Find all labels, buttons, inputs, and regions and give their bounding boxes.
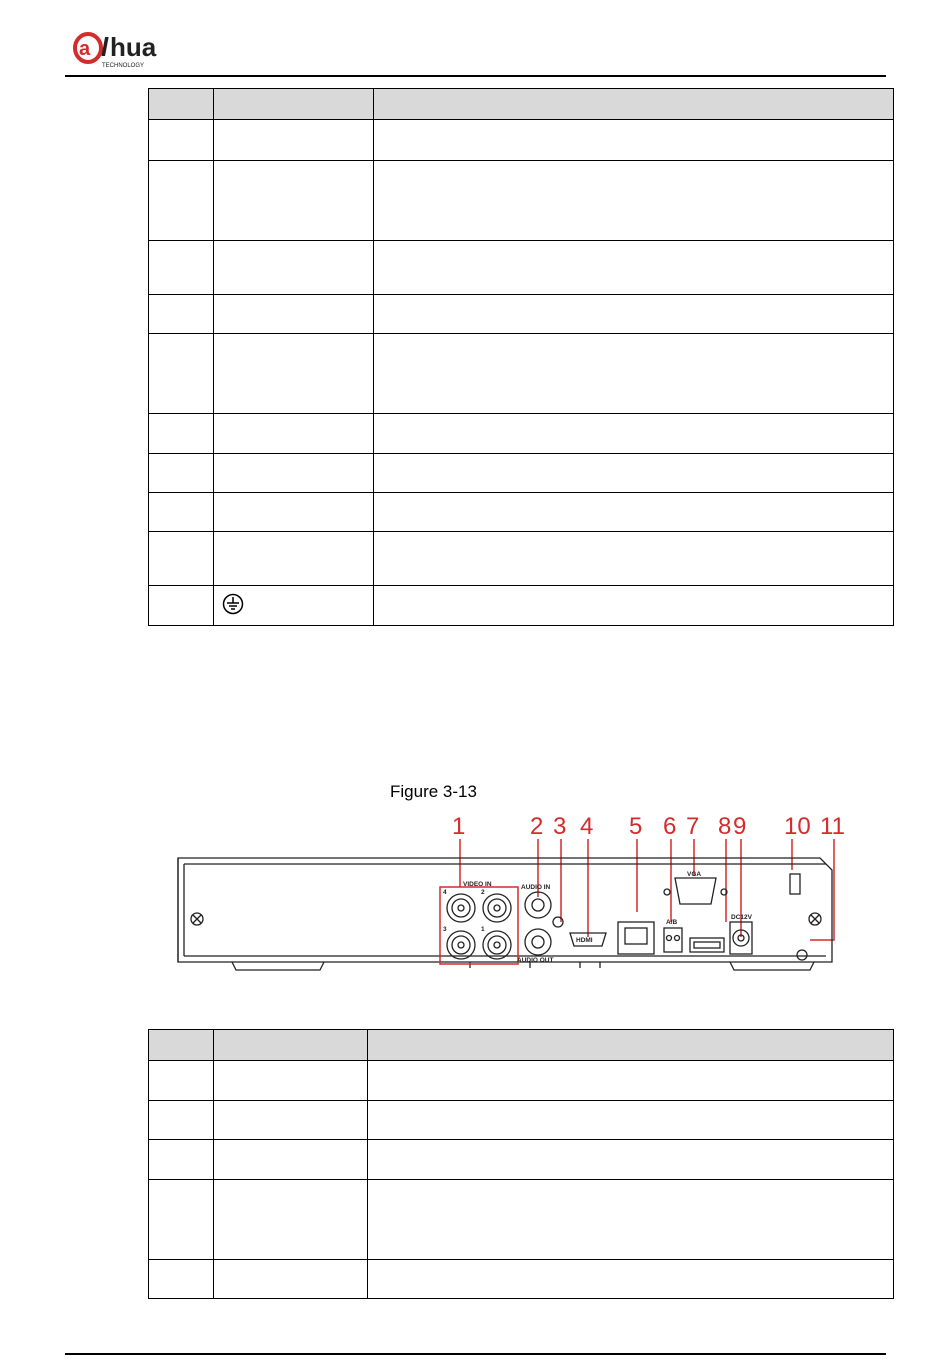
label-ab: A/B — [666, 919, 678, 926]
table-header-row — [149, 1030, 894, 1061]
label-audio-in: AUDIO IN — [521, 884, 551, 891]
label-bnc-1: 1 — [481, 926, 485, 933]
table-row — [149, 414, 894, 454]
figure-caption: Figure 3-13 — [390, 782, 477, 801]
table-row — [149, 1101, 894, 1140]
table-row — [149, 241, 894, 295]
table-row — [149, 1180, 894, 1260]
table-row — [149, 586, 894, 626]
svg-text:a: a — [79, 38, 91, 60]
label-hdmi: HDMI — [576, 937, 593, 944]
table-header-row — [149, 89, 894, 120]
port-table-2 — [148, 1029, 894, 1299]
callout-11: 11 — [820, 813, 845, 840]
table-row — [149, 161, 894, 241]
svg-text:l: l — [101, 32, 109, 62]
callout-2: 2 — [530, 813, 544, 840]
header-rule — [65, 75, 886, 77]
callout-8: 8 — [718, 813, 732, 840]
rear-panel-figure — [170, 812, 850, 987]
callout-3: 3 — [553, 813, 567, 840]
label-bnc-2: 2 — [481, 889, 485, 896]
table-row — [149, 1140, 894, 1180]
table-row — [149, 334, 894, 414]
svg-text:TECHNOLOGY: TECHNOLOGY — [102, 63, 145, 69]
callout-9: 9 — [733, 813, 747, 840]
svg-text:hua: hua — [110, 32, 157, 62]
table-row — [149, 454, 894, 493]
callout-1: 1 — [452, 813, 466, 840]
label-bnc-4: 4 — [443, 889, 447, 896]
table-row — [149, 1061, 894, 1101]
dahua-logo — [72, 28, 192, 72]
callout-4: 4 — [580, 813, 594, 840]
table-row — [149, 295, 894, 334]
label-dc: DC12V — [731, 914, 752, 921]
table-row — [149, 120, 894, 161]
ground-icon — [222, 593, 244, 615]
label-video-in: VIDEO IN — [463, 881, 492, 888]
table-row — [149, 1260, 894, 1299]
callout-6: 6 — [663, 813, 677, 840]
callout-7: 7 — [686, 813, 700, 840]
port-table-1 — [148, 88, 894, 626]
label-vga: VGA — [687, 871, 702, 878]
table-row — [149, 493, 894, 532]
footer-rule — [65, 1353, 886, 1355]
callout-10: 10 — [784, 813, 811, 840]
table-row — [149, 532, 894, 586]
label-audio-out: AUDIO OUT — [517, 957, 554, 964]
label-bnc-3: 3 — [443, 926, 447, 933]
callout-5: 5 — [629, 813, 643, 840]
